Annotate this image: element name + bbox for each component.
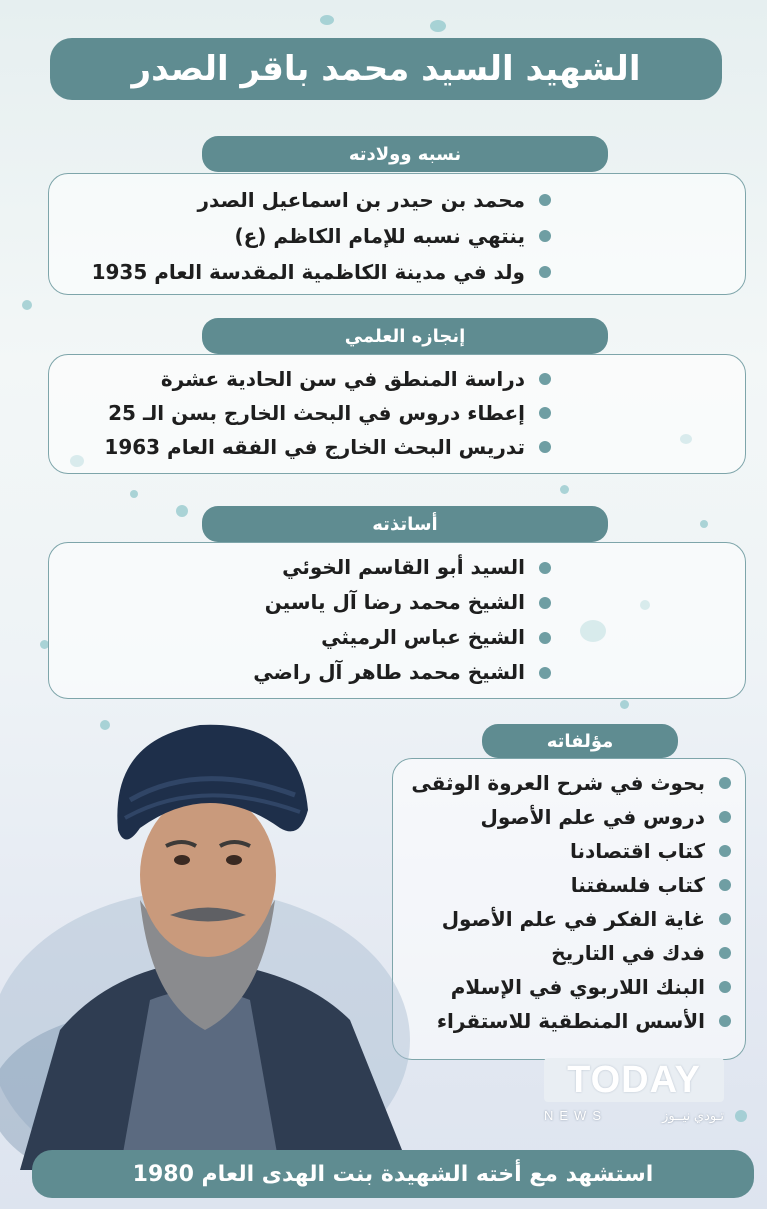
list-item: الأسس المنطقية للاستقراء: [411, 1004, 737, 1038]
list-item: الشيخ محمد طاهر آل راضي: [253, 655, 557, 690]
list-item: دروس في علم الأصول: [411, 800, 737, 834]
list-item: غاية الفكر في علم الأصول: [411, 902, 737, 936]
works-list: [411, 766, 737, 1038]
list-item: محمد بن حيدر بن اسماعيل الصدر: [92, 182, 557, 218]
list-item: فدك في التاريخ: [411, 936, 737, 970]
list-item: ينتهي نسبه للإمام الكاظم (ع): [92, 218, 557, 254]
list-item: إعطاء دروس في البحث الخارج بسن الـ 25: [104, 396, 557, 430]
list-item: ولد في مدينة الكاظمية المقدسة العام 1935: [92, 254, 557, 290]
list-item: البنك اللاربوي في الإسلام: [411, 970, 737, 1004]
teachers-list: [253, 550, 557, 690]
page-title: الشهيد السيد محمد باقر الصدر: [50, 38, 722, 100]
today-news-logo: [544, 1058, 724, 1130]
list-item: كتاب فلسفتنا: [411, 868, 737, 902]
section-heading-lineage: نسبه وولادته: [202, 136, 608, 172]
section-heading-works: مؤلفاته: [482, 724, 678, 758]
logo-subtitle: [544, 1108, 724, 1124]
list-item: تدريس البحث الخارج في الفقه العام 1963: [104, 430, 557, 464]
logo-sub-en: NEWS: [544, 1108, 607, 1123]
list-item: بحوث في شرح العروة الوثقى: [411, 766, 737, 800]
achievement-list: [104, 362, 557, 464]
section-heading-teachers: أساتذته: [202, 506, 608, 542]
list-item: كتاب اقتصادنا: [411, 834, 737, 868]
logo-wordmark: TODAY: [544, 1058, 724, 1102]
logo-sub-ar: تـودي نيــوز: [662, 1108, 724, 1123]
list-item: الشيخ عباس الرميثي: [253, 620, 557, 655]
portrait-illustration: [0, 700, 420, 1170]
footer-banner: استشهد مع أخته الشهيدة بنت الهدى العام 1980: [32, 1150, 754, 1198]
list-item: الشيخ محمد رضا آل ياسين: [253, 585, 557, 620]
lineage-list: [92, 182, 557, 290]
list-item: دراسة المنطق في سن الحادية عشرة: [104, 362, 557, 396]
list-item: السيد أبو القاسم الخوئي: [253, 550, 557, 585]
section-heading-achievement: إنجازه العلمي: [202, 318, 608, 354]
